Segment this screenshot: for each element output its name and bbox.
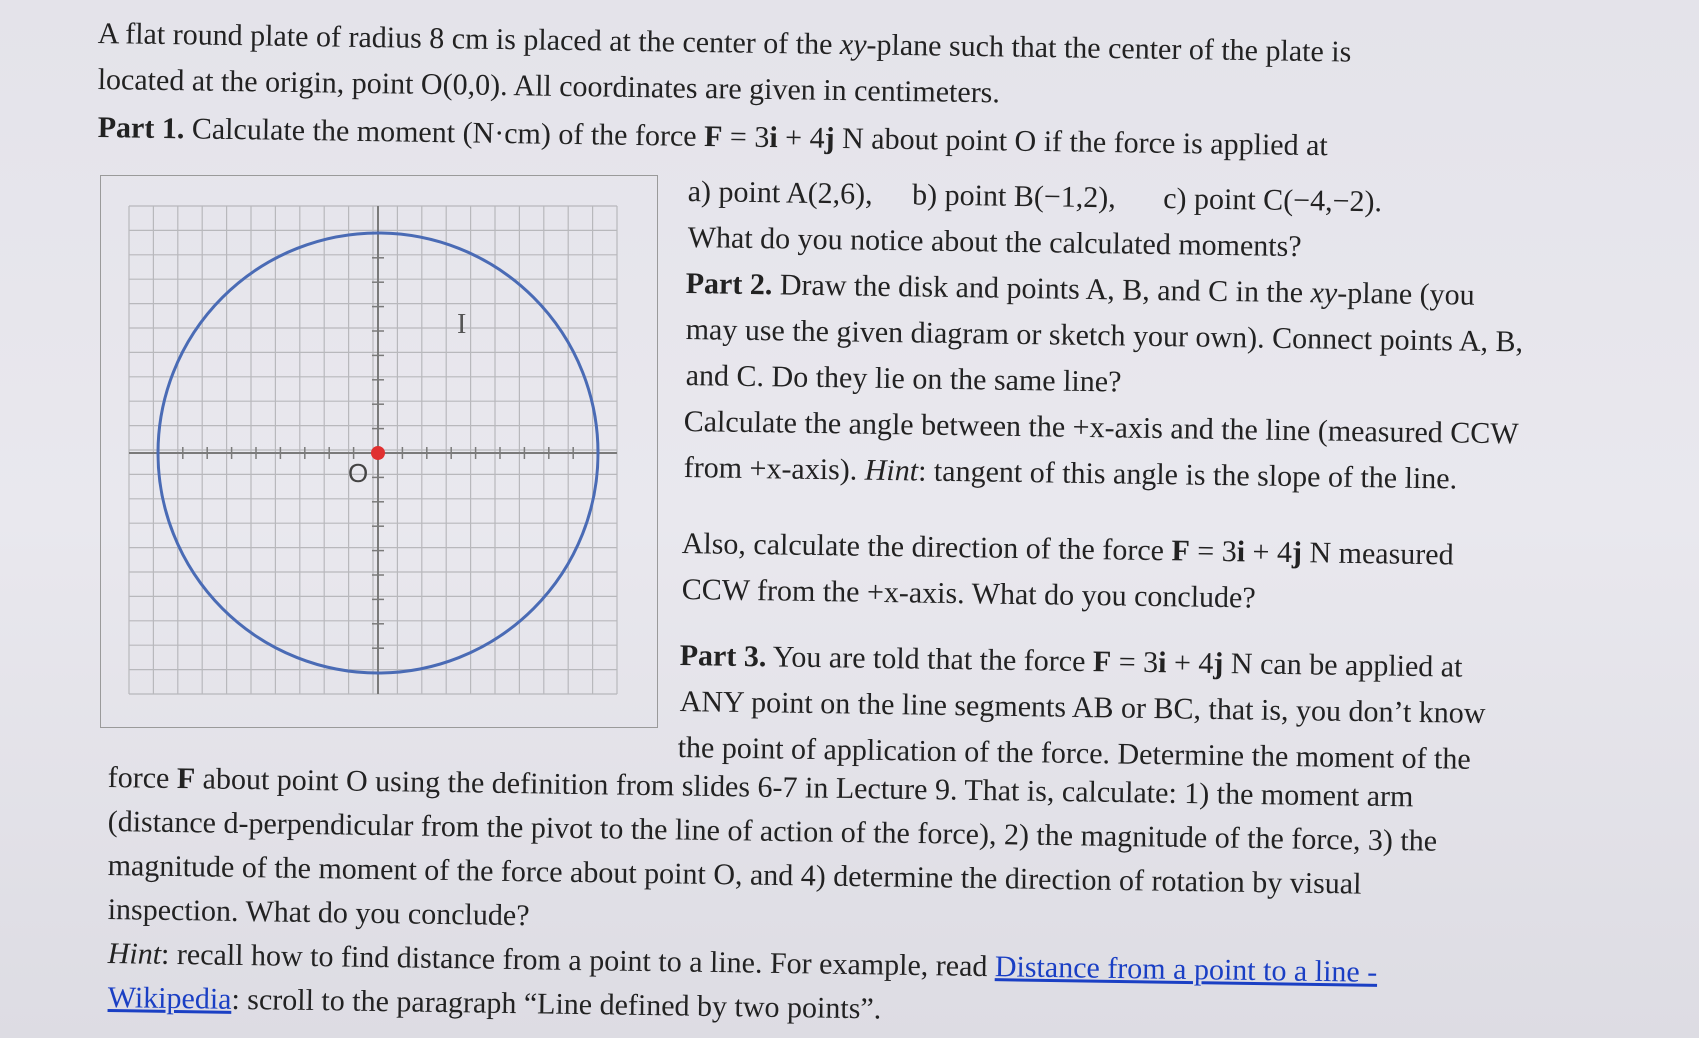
- part2-text-4: Calculate the angle between the +x-axis and the line (measured CCW: [683, 404, 1519, 451]
- point-b: b) point B(−1,2),: [911, 178, 1116, 215]
- wikipedia-link-part2[interactable]: Wikipedia: [107, 980, 232, 1016]
- part3-text: You are told that the force: [766, 640, 1094, 679]
- part3-text-4: force: [107, 760, 178, 796]
- part3-line-1: [679, 638, 1462, 686]
- force-symbol-2: F: [1171, 534, 1191, 568]
- part1-question-text: What do you notice about the calculated moments?: [687, 220, 1302, 264]
- intro-line-2: [97, 62, 1000, 111]
- hint-line-2: [107, 980, 881, 1027]
- hint-text: : recall how to find distance from a point to a line. For example, read: [160, 937, 996, 984]
- force-plus-2: + 4: [1244, 535, 1293, 570]
- part2-text-3: and C. Do they lie on the same line?: [685, 358, 1122, 399]
- part3-text-6: magnitude of the moment of the force about point O, and 4) determine the direction of rotation by visual: [107, 848, 1362, 901]
- origin-label: O: [348, 458, 369, 488]
- unit-j-3: j: [1213, 646, 1224, 681]
- part3-text-7: inspection. What do you conclude?: [107, 892, 530, 933]
- force-eq-2: = 3: [1189, 534, 1237, 569]
- part2-line-1: [685, 266, 1474, 314]
- intro-text-2: located at the origin, point O(0,0). All coordinates are given in centimeters.: [97, 62, 1001, 110]
- part2-line-6: [681, 526, 1453, 573]
- part1-points: [687, 174, 1382, 220]
- part2-text-5: from +x-axis).: [683, 450, 866, 487]
- force-symbol-3: F: [1092, 645, 1112, 679]
- grid-plot: [101, 176, 659, 729]
- point-a: a) point A(2,6),: [687, 174, 873, 211]
- unit-i: i: [769, 120, 778, 155]
- part2-text: Draw the disk and points A, B, and C in the: [772, 268, 1311, 310]
- unit-j: j: [824, 121, 835, 155]
- part3-text-1b: N can be applied at: [1223, 647, 1463, 684]
- part2-line-3: [685, 358, 1121, 400]
- part3-text-2: ANY point on the line segments AB or BC, that is, you don’t know: [679, 684, 1486, 730]
- part3-line-2: [679, 684, 1485, 732]
- part2-line-7: [681, 572, 1255, 617]
- xy-italic-2: xy: [1310, 276, 1338, 310]
- part3-text-3: the point of application of the force. Determine the moment of the: [677, 730, 1471, 776]
- part3-text-4b: about point O using the definition from slides 6-7 in Lecture 9. That is, calculate: 1) the moment arm: [194, 762, 1414, 814]
- force-symbol: F: [703, 119, 723, 154]
- part2-text-6b: N measured: [1301, 536, 1454, 572]
- part1-label: Part 1.: [97, 110, 185, 146]
- force-eq-3: = 3: [1111, 645, 1159, 680]
- wikipedia-link-part1[interactable]: Distance from a point to a line -: [994, 950, 1378, 989]
- part1-text: Calculate the moment (N·cm) of the force: [184, 112, 705, 153]
- part3-label: Part 3.: [679, 638, 767, 674]
- intro-line-1: [97, 16, 1351, 71]
- force-symbol-4: F: [176, 762, 196, 796]
- hint-label-1: Hint: [864, 453, 919, 488]
- origin-point: [371, 446, 385, 460]
- part2-line-2: [685, 312, 1523, 360]
- part2-label: Part 2.: [685, 266, 773, 302]
- part2-text-7: CCW from the +x-axis. What do you conclude?: [681, 572, 1256, 615]
- force-plus: + 4: [777, 121, 825, 155]
- disk-diagram: [100, 175, 658, 728]
- part1-question: [687, 220, 1301, 265]
- unit-i-3: i: [1157, 646, 1167, 680]
- part2-line-4: [683, 404, 1518, 452]
- part1-text-cont: N about point O if the force is applied at: [834, 121, 1329, 163]
- intro-text-cont: -plane such that the center of the plate is: [866, 28, 1352, 69]
- text-cursor-icon: I: [457, 309, 467, 340]
- intro-text: A flat round plate of radius 8 cm is placed at the center of the: [97, 16, 841, 62]
- xy-italic: xy: [839, 28, 867, 62]
- part3-line-7: [107, 892, 529, 934]
- hint-label-2: Hint: [107, 936, 162, 971]
- unit-i-2: i: [1236, 535, 1246, 569]
- force-eq: = 3: [722, 120, 770, 154]
- part2-line-5: [683, 450, 1457, 497]
- part2-text-cont: -plane (you: [1337, 276, 1475, 312]
- part2-text-2: may use the given diagram or sketch your own). Connect points A, B,: [685, 312, 1524, 359]
- hint-text-end: : scroll to the paragraph “Line defined by two points”.: [231, 982, 882, 1026]
- force-plus-3: + 4: [1166, 646, 1214, 680]
- point-c: c) point C(−4,−2).: [1162, 182, 1383, 219]
- part2-text-6: Also, calculate the direction of the force: [681, 526, 1172, 568]
- part1-line-1: [97, 110, 1328, 164]
- part3-text-5: (distance d-perpendicular from the pivot to the line of action of the force), 2) the magnitude of the force, 3) the: [107, 804, 1438, 858]
- part2-text-5b: : tangent of this angle is the slope of the line.: [917, 454, 1458, 496]
- unit-j-2: j: [1291, 536, 1303, 570]
